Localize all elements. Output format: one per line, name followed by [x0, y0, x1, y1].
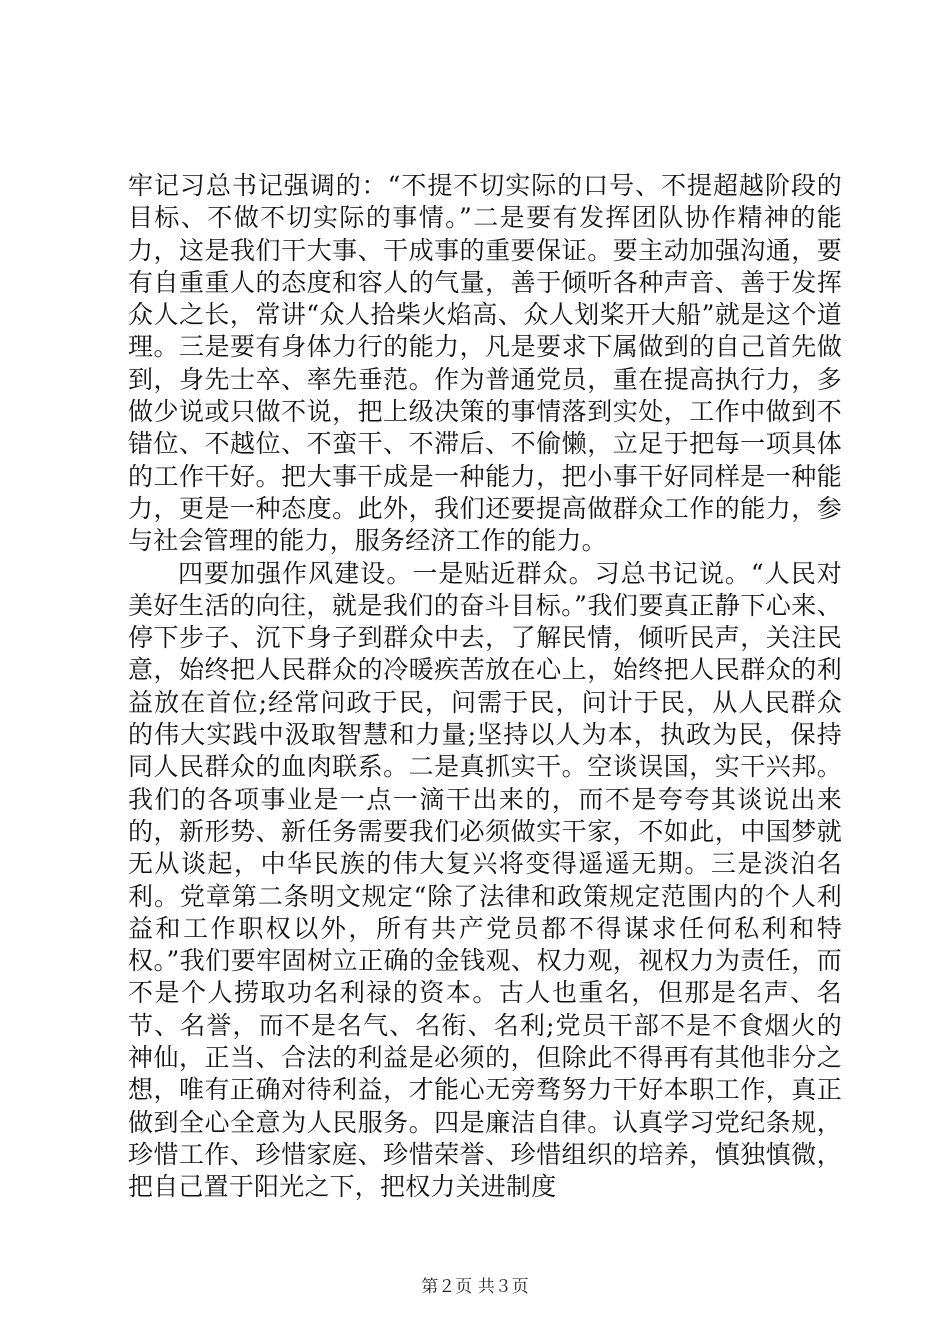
paragraph-1: 牢记习总书记强调的：“不提不切实际的口号、不提超越阶段的目标、不做不切实际的事情。”二是要有发挥团队协作精神的能力，这是我们干大事、干成事的重要保证。要主动加强沟通，要有自重重人的态度和容人的气量，善于倾听各种声音、善于发挥众人之长，常讲“众人拾柴火焰高、众人划桨开大船”就是这个道理。三是要有身体力行的能力，凡是要求下属做到的自己首先做到，身先士卒、率先垂范。作为普通党员，重在提高执行力，多做少说或只做不说，把上级决策的事情落到实处，工作中做到不错位、不越位、不蛮干、不滞后、不偷懒，立足于把每一项具体的工作干好。把大事干成是一种能力，把小事干好同样是一种能力，更是一种态度。此外，我们还要提高做群众工作的能力，参与社会管理的能力，服务经济工作的能力。: [128, 171, 842, 556]
body-text: [128, 170, 842, 1204]
page-number-label: 第２页 共３页: [421, 1277, 529, 1297]
page-footer: [0, 1272, 950, 1297]
paragraph-2: 四要加强作风建设。一是贴近群众。习总书记说。“人民对美好生活的向往，就是我们的奋斗目标。”我们要真正静下心来、停下步子、沉下身子到群众中去，了解民情，倾听民声，关注民意，始终把人民群众的冷暖疾苦放在心上，始终把人民群众的利益放在首位;经常问政于民，问需于民，问计于民，从人民群众的伟大实践中汲取智慧和力量;坚持以人为本，执政为民，保持同人民群众的血肉联系。二是真抓实干。空谈误国，实干兴邦。我们的各项事业是一点一滴干出来的，而不是夸夸其谈说出来的，新形势、新任务需要我们必须做实干家，不如此，中国梦就无从谈起，中华民族的伟大复兴将变得遥遥无期。三是淡泊名利。党章第二条明文规定“除了法律和政策规定范围内的个人利益和工作职权以外，所有共产党员都不得谋求任何私利和特权。”我们要牢固树立正确的金钱观、权力观，视权力为责任，而不是个人捞取功名利禄的资本。古人也重名，但那是名声、名节、名誉，而不是名气、名衔、名利;党员干部不是不食烟火的神仙，正当、合法的利益是必须的，但除此不得再有其他非分之想，唯有正确对待利益，才能心无旁骛努力干好本职工作，真正做到全心全意为人民服务。四是廉洁自律。认真学习党纪条规，珍惜工作、珍惜家庭、珍惜荣誉、珍惜组织的培养，慎独慎微，把自己置于阳光之下，把权力关进制度: [128, 558, 842, 1202]
